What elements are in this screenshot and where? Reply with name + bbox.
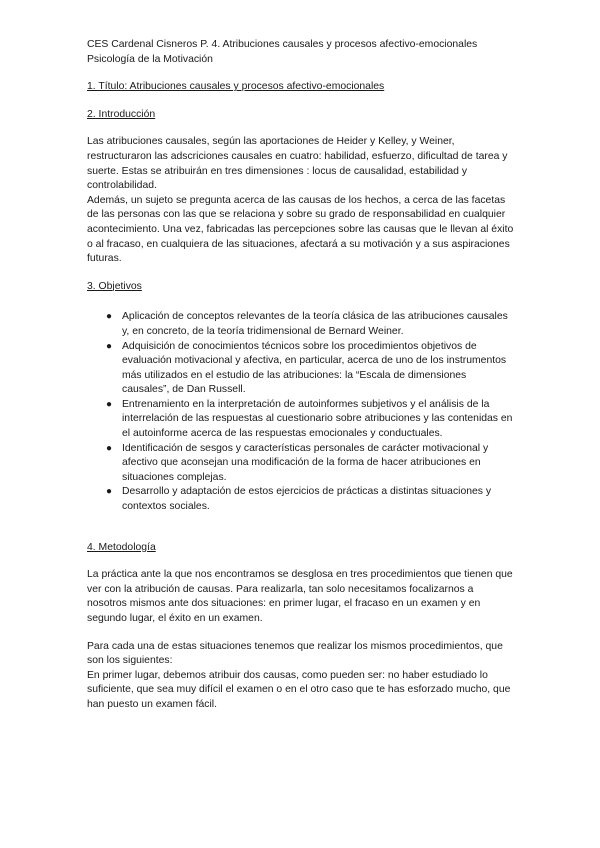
bullet-icon: ● bbox=[106, 486, 113, 498]
list-item-text: Adquisición de conocimientos técnicos sobre los procedimientos objetivos de evaluación motivacional y afectiva, en particular, acerca de uno de los instrumentos más utilizados en el estudio de las atribuciones: la “Escala de dimensiones causales”, de Dan Russell. bbox=[122, 340, 507, 396]
methodology-paragraph-3: En primer lugar, debemos atribuir dos causas, como pueden ser: no haber estudiado lo suficiente, que sea muy difícil el examen o en el otro caso que te has esforzado mucho, que han puesto un examen fácil. bbox=[87, 669, 511, 710]
intro-paragraph-1: Las atribuciones causales, según las aportaciones de Heider y Kelley, y Weiner, restructuraron las adscriciones causales en cuatro: habilidad, esfuerzo, dificultad de tarea y suerte. Estas se atribuirán en tres dimensiones : locus de causalidad, estabilidad y controlabilidad. bbox=[87, 136, 508, 192]
list-item bbox=[106, 310, 514, 339]
intro-paragraph-2: Además, un sujeto se pregunta acerca de las causas de los hechos, a cerca de las facetas de las personas con las que se relaciona y sobre su grado de responsabilidad en cualquier acontecimiento. Una vez, fabricadas las percepciones sobre las causas que le llevan al éxito o al fracaso, en cualquiera de las situaciones, afectará a su motivación y a sus aspiraciones futuras. bbox=[87, 194, 514, 265]
section-3-heading: 3. Objetivos bbox=[87, 280, 142, 292]
bullet-icon: ● bbox=[106, 340, 113, 352]
list-item-text: Identificación de sesgos y características personales de carácter motivacional y afectivo que aconsejan una modificación de la forma de hacer atribuciones en situaciones complejas. bbox=[122, 442, 489, 483]
methodology-paragraph-2: Para cada una de estas situaciones tenemos que realizar los mismos procedimientos, que son los siguientes: bbox=[87, 640, 503, 667]
methodology-paragraph-1: La práctica ante la que nos encontramos se desglosa en tres procedimientos que tienen que ver con la atribución de causas. Para realizarla, tan solo necesitamos focalizarnos a nosotros mismos ante dos situaciones: en primer lugar, el fracaso en un examen y en segundo lugar, el éxito en un examen. bbox=[87, 569, 513, 624]
section-4-heading: 4. Metodología bbox=[87, 541, 156, 553]
list-item-text: Entrenamiento en la interpretación de autoinformes subjetivos y el análisis de la interrelación de las respuestas al cuestionario sobre atribuciones y las contenidas en el autoinforme acerca de las respuestas emocionales y conductuales. bbox=[122, 398, 513, 440]
section-2-heading: 2. Introducción bbox=[87, 108, 156, 120]
list-item bbox=[106, 340, 514, 398]
document-header-line2: Psicología de la Motivación bbox=[87, 53, 213, 65]
list-item bbox=[106, 442, 514, 486]
list-item bbox=[106, 485, 514, 514]
document-header-line1: CES Cardenal Cisneros P. 4. Atribuciones causales y procesos afectivo-emocionales bbox=[87, 39, 478, 50]
list-item bbox=[106, 398, 514, 442]
list-item-text: Aplicación de conceptos relevantes de la teoría clásica de las atribuciones causales y, en concreto, de la teoría tridimensional de Bernard Weiner. bbox=[122, 311, 508, 337]
bullet-icon: ● bbox=[106, 398, 113, 410]
section-1-heading: 1. Título: Atribuciones causales y procesos afectivo-emocionales bbox=[87, 81, 385, 93]
list-item-text: Desarrollo y adaptación de estos ejercicios de prácticas a distintas situaciones y contextos sociales. bbox=[122, 486, 492, 513]
bullet-icon: ● bbox=[106, 442, 113, 454]
objectives-list bbox=[87, 310, 514, 514]
bullet-icon: ● bbox=[106, 311, 113, 323]
